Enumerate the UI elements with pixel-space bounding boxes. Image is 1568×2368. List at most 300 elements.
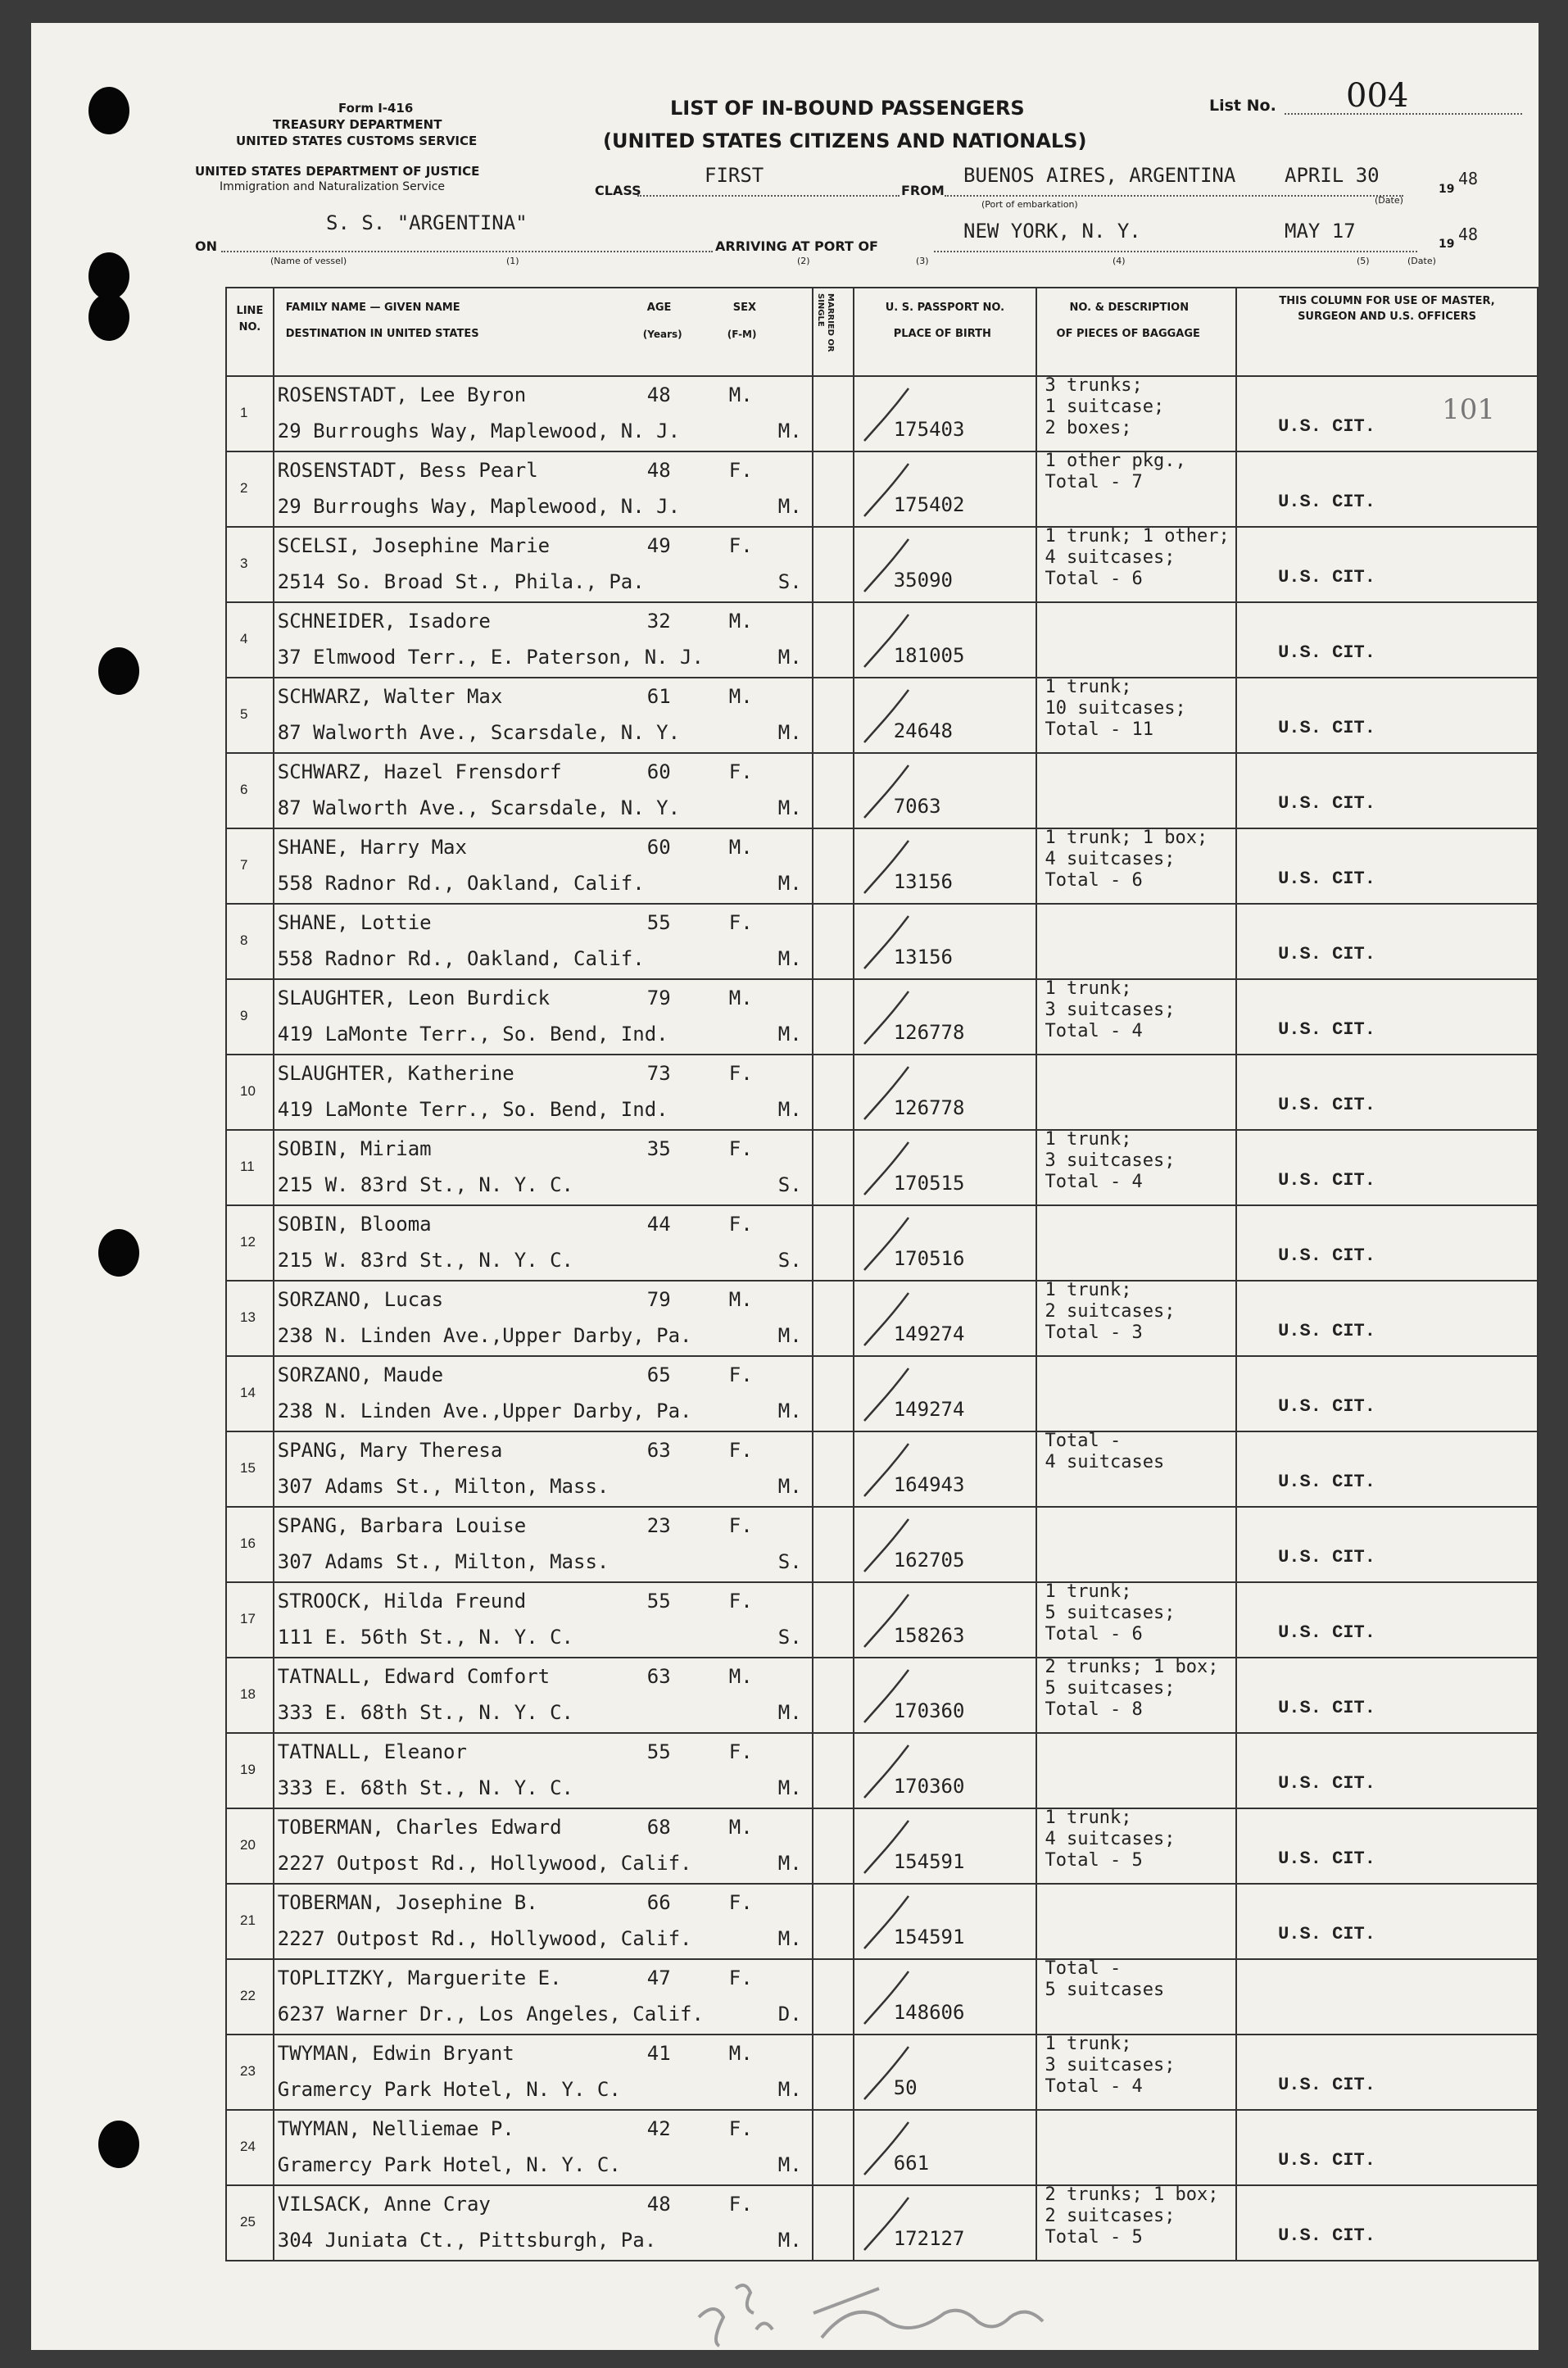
passenger-name: SCHWARZ, Hazel Frensdorf	[277, 760, 562, 783]
vessel-name: S. S. "ARGENTINA"	[326, 211, 528, 234]
list-subtitle: (UNITED STATES CITIZENS AND NATIONALS)	[603, 129, 1087, 152]
age: 79	[646, 1288, 671, 1311]
marital-status: M.	[777, 721, 802, 744]
line-number: 7	[240, 857, 248, 873]
passenger-name: TOPLITZKY, Marguerite E.	[277, 1967, 562, 1989]
officer-mark: U.S. CIT.	[1278, 1849, 1375, 1869]
sex: F.	[728, 1590, 753, 1613]
sex: F.	[728, 1514, 753, 1537]
sex: F.	[728, 534, 753, 557]
baggage-line: 1 suitcase;	[1045, 397, 1165, 417]
baggage-line: 3 suitcases;	[1045, 2055, 1176, 2075]
table-row	[226, 1055, 1538, 1130]
passport-number: 175403	[893, 418, 965, 441]
age: 44	[646, 1213, 671, 1236]
marital-status: M.	[777, 2153, 802, 2176]
table-row	[226, 1356, 1538, 1431]
baggage-line: 1 trunk;	[1045, 1280, 1132, 1300]
officer-mark: U.S. CIT.	[1278, 944, 1375, 964]
baggage-line: Total -	[1045, 1431, 1122, 1451]
marital-status: M.	[777, 1701, 802, 1724]
baggage-line: Total - 4	[1045, 1021, 1143, 1041]
age: 55	[646, 1740, 671, 1763]
col-passport: U. S. PASSPORT NO. PLACE OF BIRTH	[854, 288, 1036, 376]
passenger-name: SHANE, Lottie	[277, 911, 432, 934]
age: 60	[646, 760, 671, 783]
baggage-line: Total - 4	[1045, 2076, 1143, 2097]
line-number: 12	[240, 1234, 256, 1250]
sex: F.	[728, 1740, 753, 1763]
passport-number: 175402	[893, 493, 965, 516]
destination: 558 Radnor Rd., Oakland, Calif.	[277, 947, 645, 970]
line-number: 20	[240, 1837, 256, 1853]
baggage-line: 1 trunk;	[1045, 2034, 1132, 2054]
age: 65	[646, 1363, 671, 1386]
marital-status: M.	[777, 1852, 802, 1875]
table-row	[226, 1733, 1538, 1808]
passenger-name: SCHWARZ, Walter Max	[277, 685, 503, 708]
officer-mark: U.S. CIT.	[1278, 642, 1375, 663]
destination: 2227 Outpost Rd., Hollywood, Calif.	[277, 1927, 692, 1950]
baggage-line: 10 suitcases;	[1045, 698, 1186, 719]
line-number: 25	[240, 2214, 256, 2230]
sex: M.	[728, 2042, 753, 2065]
table-row	[226, 1959, 1538, 2035]
destination: 215 W. 83rd St., N. Y. C.	[277, 1173, 573, 1196]
age: 60	[646, 836, 671, 859]
destination: 238 N. Linden Ave.,Upper Darby, Pa.	[277, 1399, 692, 1422]
baggage-line: 1 trunk;	[1045, 677, 1132, 697]
passport-number: 126778	[893, 1096, 965, 1119]
sex: F.	[728, 911, 753, 934]
arriving-port: NEW YORK, N. Y.	[963, 220, 1141, 243]
line-number: 8	[240, 932, 248, 948]
passenger-name: VILSACK, Anne Cray	[277, 2193, 491, 2216]
marital-status: M.	[777, 1324, 802, 1347]
line-number: 19	[240, 1762, 256, 1777]
officer-mark: U.S. CIT.	[1278, 718, 1375, 738]
marital-status: M.	[777, 2229, 802, 2252]
officer-mark: U.S. CIT.	[1278, 1924, 1375, 1944]
age: 41	[646, 2042, 671, 2065]
baggage-line: 4 suitcases;	[1045, 547, 1176, 568]
baggage-line: 1 trunk;	[1045, 978, 1132, 999]
table-row	[226, 904, 1538, 979]
table-row	[226, 1658, 1538, 1733]
age: 55	[646, 1590, 671, 1613]
punch-hole	[98, 2121, 139, 2168]
marital-status: M.	[777, 646, 802, 669]
destination: 6237 Warner Dr., Los Angeles, Calif.	[277, 2003, 704, 2026]
table-row	[226, 1205, 1538, 1281]
officer-mark: U.S. CIT.	[1278, 416, 1375, 437]
list-title: LIST OF IN-BOUND PASSENGERS	[670, 97, 1025, 120]
department: TREASURY DEPARTMENT	[273, 117, 442, 132]
passport-number: 172127	[893, 2227, 965, 2250]
destination: 87 Walworth Ave., Scarsdale, N. Y.	[277, 796, 681, 819]
sex: F.	[728, 1967, 753, 1989]
officer-mark: U.S. CIT.	[1278, 1472, 1375, 1492]
baggage-line: 1 trunk;	[1045, 1581, 1132, 1602]
officer-mark: U.S. CIT.	[1278, 2150, 1375, 2171]
destination: 87 Walworth Ave., Scarsdale, N. Y.	[277, 721, 681, 744]
table-row	[226, 1808, 1538, 1884]
line-number: 18	[240, 1686, 256, 1702]
officer-mark: U.S. CIT.	[1278, 2075, 1375, 2095]
table-row	[226, 1582, 1538, 1658]
officer-mark: U.S. CIT.	[1278, 1245, 1375, 1266]
punch-hole	[98, 647, 139, 695]
baggage-line: 5 suitcases;	[1045, 1603, 1176, 1623]
age: 55	[646, 911, 671, 934]
passenger-name: SORZANO, Maude	[277, 1363, 444, 1386]
marital-status: M.	[777, 1399, 802, 1422]
marital-status: M.	[777, 947, 802, 970]
destination: 238 N. Linden Ave.,Upper Darby, Pa.	[277, 1324, 692, 1347]
passenger-name: TWYMAN, Nelliemae P.	[277, 2117, 514, 2140]
officer-mark: U.S. CIT.	[1278, 1321, 1375, 1341]
sex: M.	[728, 1288, 753, 1311]
col-name: FAMILY NAME — GIVEN NAME DESTINATION IN UNITED STATES AGE (Years) SEX (F-M)	[274, 288, 813, 376]
baggage-line: 3 suitcases;	[1045, 1000, 1176, 1020]
baggage-line: 2 trunks; 1 box;	[1045, 1657, 1219, 1677]
passport-number: 164943	[893, 1473, 965, 1496]
destination: 333 E. 68th St., N. Y. C.	[277, 1701, 573, 1724]
officer-mark: U.S. CIT.	[1278, 1773, 1375, 1794]
sex: M.	[728, 1665, 753, 1688]
line-number: 22	[240, 1988, 256, 2003]
baggage-line: Total - 11	[1045, 719, 1153, 740]
destination: 307 Adams St., Milton, Mass.	[277, 1550, 610, 1573]
table-row	[226, 979, 1538, 1055]
col-baggage: NO. & DESCRIPTION OF PIECES OF BAGGAGE	[1036, 288, 1237, 376]
marital-status: M.	[777, 872, 802, 895]
passport-number: 149274	[893, 1322, 965, 1345]
from-label: FROM	[901, 183, 945, 198]
baggage-line: 3 suitcases;	[1045, 1150, 1176, 1171]
baggage-line: Total - 8	[1045, 1699, 1143, 1720]
age: 42	[646, 2117, 671, 2140]
officer-mark: U.S. CIT.	[1278, 1698, 1375, 1718]
passenger-name: SORZANO, Lucas	[277, 1288, 444, 1311]
table-row	[226, 678, 1538, 753]
passport-number: 154591	[893, 1850, 965, 1873]
class-value: FIRST	[705, 164, 764, 187]
baggage-line: 2 suitcases;	[1045, 2206, 1176, 2226]
marital-status: M.	[777, 2078, 802, 2101]
line-number: 9	[240, 1008, 248, 1023]
passenger-name: SPANG, Barbara Louise	[277, 1514, 527, 1537]
customs-service: UNITED STATES CUSTOMS SERVICE	[236, 134, 478, 148]
baggage-line: 4 suitcases;	[1045, 1829, 1176, 1849]
officer-mark: U.S. CIT.	[1278, 1095, 1375, 1115]
destination: 419 LaMonte Terr., So. Bend, Ind.	[277, 1023, 668, 1046]
list-no-label: List No.	[1209, 97, 1276, 115]
sex: M.	[728, 836, 753, 859]
sex: M.	[728, 987, 753, 1009]
sex: F.	[728, 760, 753, 783]
line-number: 4	[240, 631, 248, 646]
passport-number: 24648	[893, 719, 953, 742]
from-value: BUENOS AIRES, ARGENTINA	[963, 164, 1236, 187]
sex: M.	[728, 383, 753, 406]
list-number: 004	[1346, 77, 1409, 115]
officer-mark: U.S. CIT.	[1278, 1622, 1375, 1643]
form-number: Form I-416	[338, 101, 414, 116]
sex: F.	[728, 2193, 753, 2216]
table-row	[226, 1130, 1538, 1205]
sex: M.	[728, 610, 753, 633]
line-number: 14	[240, 1385, 256, 1400]
passenger-table	[225, 287, 1539, 2261]
baggage-line: 5 suitcases	[1045, 1980, 1165, 2000]
passport-number: 149274	[893, 1398, 965, 1421]
passenger-name: TATNALL, Edward Comfort	[277, 1665, 551, 1688]
destination: 37 Elmwood Terr., E. Paterson, N. J.	[277, 646, 704, 669]
class-label: CLASS	[595, 183, 641, 198]
baggage-line: 2 trunks; 1 box;	[1045, 2184, 1219, 2205]
age: 68	[646, 1816, 671, 1839]
officer-mark: U.S. CIT.	[1278, 567, 1375, 587]
age: 48	[646, 2193, 671, 2216]
destination: 304 Juniata Ct., Pittsburgh, Pa.	[277, 2229, 657, 2252]
baggage-line: 1 trunk;	[1045, 1129, 1132, 1150]
age: 49	[646, 534, 671, 557]
baggage-line: 5 suitcases;	[1045, 1678, 1176, 1699]
passport-number: 35090	[893, 569, 953, 592]
marital-status: S.	[777, 1249, 802, 1272]
line-number: 23	[240, 2063, 256, 2079]
passenger-name: TWYMAN, Edwin Bryant	[277, 2042, 514, 2065]
passenger-name: TOBERMAN, Charles Edward	[277, 1816, 562, 1839]
passport-number: 154591	[893, 1926, 965, 1948]
age: 63	[646, 1665, 671, 1688]
baggage-line: Total - 7	[1045, 472, 1143, 492]
table-row	[226, 828, 1538, 904]
table-row	[226, 1281, 1538, 1356]
line-number: 2	[240, 480, 248, 496]
table-header	[226, 288, 1538, 376]
marital-status: M.	[777, 495, 802, 518]
age: 48	[646, 459, 671, 482]
passenger-name: SPANG, Mary Theresa	[277, 1439, 503, 1462]
passenger-name: SCELSI, Josephine Marie	[277, 534, 551, 557]
sex: F.	[728, 2117, 753, 2140]
officer-mark: U.S. CIT.	[1278, 2225, 1375, 2246]
marital-status: M.	[777, 1776, 802, 1799]
passenger-name: TATNALL, Eleanor	[277, 1740, 467, 1763]
destination: Gramercy Park Hotel, N. Y. C.	[277, 2078, 621, 2101]
manifest-sheet: Form I-416 TREASURY DEPARTMENT UNITED STATES CUSTOMS SERVICE UNITED STATES DEPARTMENT OF JUSTICE Immigration and Naturalization Service LIST OF IN-BOUND PASSENGERS (UNITED STATES CITIZENS AND NATIONALS) List No. 004 CLASS FIRST FROM BUENOS AIRES, ARGENTINA APRIL 30 19 48 (Port of embarkation) (Date) S. S. "ARGENTINA" ON ARRIVING AT PORT OF NEW YORK, N. Y. MAY 17 19 48 (Name of vessel) (1) (2) (3) (4) (5) (Date) LINE NO. FAMILY NAME — GIVEN NAME DESTINATION IN UNITED STATES AGE (Years) SEX (F-M) MARRIED OR SINGLE U. S. PASSPORT NO. PLACE OF BIRTH NO. & DESCRIPTION OF PIECES OF BAGGAGE THIS COLUMN FOR USE OF MASTER, SURGEON AND U.S. OFFICERS 1 ROSENSTADT, Lee Byron 29 Burroughs Way, Maplewood, N. J. 48 M. M. 175403 3 trunks; 1 suitcase; 2 boxes; U.S. CIT. 101 2 ROSENSTADT, Bess Pearl 29 Burroughs Way, Maplewood, N. J. 48 F. M. 175402 1 other pkg., Total - 7 U.S. CIT. 3 SCELSI, Josephine Marie 2514 So. Broad St., Phila., Pa. 49 F. S. 35090 1 trunk; 1 other; 4 suitcases; Total - 6 U.S. CIT. 4 SCHNEIDER, Isadore 37 Elmwood Terr., E. Paterson, N. J. 32 M. M. 181005 U.S. CIT. 5 SCHWARZ, Walter Max 87 Walworth Ave., Scarsdale, N. Y. 61 M. M. 24648 1 trunk; 10 suitcases; Total - 11 U.S. CIT. 6 SCHWARZ, Hazel Frensdorf 87 Walworth Ave., Scarsdale, N. Y. 60 F. M. 7063 U.S. CIT. 7 SHANE, Harry Max 558 Radnor Rd., Oakland, Calif. 60 M. M. 13156 1 trunk; 1 box; 4 suitcases; Total - 6 U.S. CIT. 8 SHANE, Lottie 558 Radnor Rd., Oakland, Calif. 55 F. M. 13156 U.S. CIT. 9 SLAUGHTER, Leon Burdick 419 LaMonte Terr., So. Bend, Ind. 79 M. M. 126778 1 trunk; 3 suitcases; Total - 4 U.S. CIT. 10 SLAUGHTER, Katherine 419 LaMonte Terr., So. Bend, Ind. 73 F. M. 126778 U.S. CIT. 11 SOBIN, Miriam 215 W. 83rd St., N. Y. C. 35 F. S. 170515 1 trunk; 3 suitcases; Total - 4 U.S. CIT. 12 SOBIN, Blooma 215 W. 83rd St., N. Y. C. 44 F. S. 170516 U.S. CIT. 13 SORZANO, Lucas 238 N. Linden Ave.,Upper Darby, Pa. 79 M. M. 149274 1 trunk; 2 suitcases; Total - 3 U.S. CIT. 14 SORZANO, Maude 238 N. Linden Ave.,Upper Darby, Pa. 65 F. M. 149274 U.S. CIT. 15 SPANG, Mary Theresa 307 Adams St., Milton, Mass. 63 F. M. 164943 Total - 4 suitcases U.S. CIT. 16 SPANG, Barbara Louise 307 Adams St., Milton, Mass. 23 F. S. 162705 U.S. CIT. 17 STROOCK, Hilda Freund 111 E. 56th St., N. Y. C. 55 F. S. 158263 1 trunk; 5 suitcases; Total - 6 U.S. CIT. 18 TATNALL, Edward Comfort 333 E. 68th St., N. Y. C. 63 M. M. 170360 2 trunks; 1 box; 5 suitcases; Total - 8 U.S. CIT. 19 TATNALL, Eleanor 333 E. 68th St., N. Y. C. 55 F. M. 170360 U.S. CIT. 20 TOBERMAN, Charles Edward 2227 Outpost Rd., Hollywood, Calif. 68 M. M. 154591 1 trunk; 4 suitcases; Total - 5 U.S. CIT. 21 TOBERMAN, Josephine B. 2227 Outpost Rd., Hollywood, Calif. 66 F. M. 154591 U.S. CIT. 22 TOPLITZKY, Marguerite E. 6237 Warner Dr., Los Angeles, Calif. 47 F. D. 148606 Total - 5 suitcases 23 TWYMAN, Edwin Bryant Gramercy Park Hotel, N. Y. C. 41 M. M. 50 1 trunk; 3 suitcases; Total - 4 U.S. CIT. 24 TWYMAN, Nelliemae P. Gramercy Park Hotel, N. Y. C. 42 F. M. 661 U.S. CIT. 25 VILSACK, Anne Cray 304 Juniata Ct., Pittsburgh, Pa. 48 F. M. 172127 2 trunks; 1 box; 2 suitcases; Total - 5 U.S. CIT.	[31, 23, 1539, 2350]
sex: F.	[728, 459, 753, 482]
baggage-line: Total - 6	[1045, 569, 1143, 589]
officer-mark: U.S. CIT.	[1278, 1170, 1375, 1191]
age: 47	[646, 1967, 671, 1989]
table-row	[226, 1431, 1538, 1507]
line-number: 10	[240, 1083, 256, 1099]
officer-mark: U.S. CIT.	[1278, 1019, 1375, 1040]
sex: F.	[728, 1137, 753, 1160]
punch-hole	[88, 293, 129, 341]
age: 79	[646, 987, 671, 1009]
punch-hole	[98, 1229, 139, 1277]
passport-number: 148606	[893, 2001, 965, 2024]
baggage-line: 1 trunk; 1 other;	[1045, 526, 1230, 547]
baggage-line: Total - 5	[1045, 2227, 1143, 2248]
destination: 29 Burroughs Way, Maplewood, N. J.	[277, 495, 681, 518]
marital-status: D.	[777, 2003, 802, 2026]
passenger-name: ROSENSTADT, Lee Byron	[277, 383, 527, 406]
baggage-line: Total - 6	[1045, 1624, 1143, 1644]
age: 48	[646, 383, 671, 406]
line-number: 6	[240, 782, 248, 797]
destination: 29 Burroughs Way, Maplewood, N. J.	[277, 420, 681, 442]
passenger-name: STROOCK, Hilda Freund	[277, 1590, 527, 1613]
passport-number: 170516	[893, 1247, 965, 1270]
marital-status: S.	[777, 1626, 802, 1649]
officer-mark: U.S. CIT.	[1278, 1396, 1375, 1417]
officer-mark: U.S. CIT.	[1278, 492, 1375, 512]
marital-status: S.	[777, 570, 802, 593]
table-row	[226, 376, 1538, 451]
passport-number: 50	[893, 2076, 918, 2099]
sex: M.	[728, 685, 753, 708]
line-number: 13	[240, 1309, 256, 1325]
baggage-line: 1 trunk;	[1045, 1808, 1132, 1828]
line-number: 17	[240, 1611, 256, 1626]
table-row	[226, 1884, 1538, 1959]
age: 73	[646, 1062, 671, 1085]
age: 23	[646, 1514, 671, 1537]
marital-status: S.	[777, 1550, 802, 1573]
passenger-name: SLAUGHTER, Katherine	[277, 1062, 514, 1085]
passport-number: 170360	[893, 1775, 965, 1798]
col-married: MARRIED OR SINGLE	[813, 288, 854, 376]
table-row	[226, 2035, 1538, 2110]
baggage-line: Total - 4	[1045, 1172, 1143, 1192]
destination: 2227 Outpost Rd., Hollywood, Calif.	[277, 1852, 692, 1875]
arrive-date: MAY 17	[1285, 220, 1356, 243]
baggage-line: Total - 3	[1045, 1322, 1143, 1343]
table-row	[226, 602, 1538, 678]
ins: Immigration and Naturalization Service	[220, 180, 446, 193]
passport-number: 162705	[893, 1549, 965, 1572]
marital-status: M.	[777, 1098, 802, 1121]
passport-number: 661	[893, 2152, 930, 2175]
sex: M.	[728, 1816, 753, 1839]
col-officers: THIS COLUMN FOR USE OF MASTER, SURGEON AND U.S. OFFICERS	[1236, 288, 1538, 376]
age: 63	[646, 1439, 671, 1462]
sex: F.	[728, 1891, 753, 1914]
sex: F.	[728, 1213, 753, 1236]
line-number: 24	[240, 2139, 256, 2154]
passenger-name: ROSENSTADT, Bess Pearl	[277, 459, 538, 482]
table-row	[226, 2110, 1538, 2185]
line-number: 11	[240, 1159, 255, 1174]
baggage-line: Total - 6	[1045, 870, 1143, 891]
marital-status: S.	[777, 1173, 802, 1196]
passport-number: 126778	[893, 1021, 965, 1044]
marital-status: M.	[777, 420, 802, 442]
baggage-line: 4 suitcases	[1045, 1452, 1165, 1472]
line-number: 15	[240, 1460, 256, 1476]
passenger-name: SCHNEIDER, Isadore	[277, 610, 491, 633]
baggage-line: Total - 5	[1045, 1850, 1143, 1871]
line-number: 16	[240, 1536, 256, 1551]
destination: 333 E. 68th St., N. Y. C.	[277, 1776, 573, 1799]
destination: 2514 So. Broad St., Phila., Pa.	[277, 570, 645, 593]
passport-number: 170360	[893, 1699, 965, 1722]
officer-mark: U.S. CIT.	[1278, 869, 1375, 889]
marital-status: M.	[777, 1023, 802, 1046]
on-label: ON	[195, 238, 217, 254]
table-row	[226, 527, 1538, 602]
passenger-name: SLAUGHTER, Leon Burdick	[277, 987, 551, 1009]
destination: 558 Radnor Rd., Oakland, Calif.	[277, 872, 645, 895]
from-date: APRIL 30	[1285, 164, 1380, 187]
destination: 307 Adams St., Milton, Mass.	[277, 1475, 610, 1498]
marital-status: M.	[777, 1475, 802, 1498]
baggage-line: 1 other pkg.,	[1045, 451, 1186, 471]
table-row	[226, 451, 1538, 527]
baggage-line: 2 suitcases;	[1045, 1301, 1176, 1322]
col-line: LINE NO.	[226, 288, 274, 376]
passenger-name: SOBIN, Blooma	[277, 1213, 432, 1236]
passport-number: 181005	[893, 644, 965, 667]
sex: F.	[728, 1439, 753, 1462]
punch-hole	[88, 87, 129, 134]
marital-status: M.	[777, 796, 802, 819]
age: 61	[646, 685, 671, 708]
destination: 111 E. 56th St., N. Y. C.	[277, 1626, 573, 1649]
table-row	[226, 1507, 1538, 1582]
passenger-name: SOBIN, Miriam	[277, 1137, 432, 1160]
baggage-line: Total -	[1045, 1958, 1122, 1979]
age: 35	[646, 1137, 671, 1160]
passenger-name: TOBERMAN, Josephine B.	[277, 1891, 538, 1914]
officer-mark: U.S. CIT.	[1278, 793, 1375, 814]
marital-status: M.	[777, 1927, 802, 1950]
passport-number: 7063	[893, 795, 941, 818]
passport-number: 13156	[893, 870, 953, 893]
passenger-name: SHANE, Harry Max	[277, 836, 467, 859]
destination: Gramercy Park Hotel, N. Y. C.	[277, 2153, 621, 2176]
baggage-line: 3 trunks;	[1045, 375, 1143, 396]
table-row	[226, 753, 1538, 828]
table-row	[226, 2185, 1538, 2261]
line-number: 1	[240, 405, 248, 420]
arriving-label: ARRIVING AT PORT OF	[715, 238, 878, 254]
passport-number: 158263	[893, 1624, 965, 1647]
line-number: 21	[240, 1912, 256, 1928]
destination: 215 W. 83rd St., N. Y. C.	[277, 1249, 573, 1272]
line-number: 5	[240, 706, 248, 722]
age: 32	[646, 610, 671, 633]
baggage-line: 1 trunk; 1 box;	[1045, 828, 1208, 848]
doj: UNITED STATES DEPARTMENT OF JUSTICE	[195, 164, 480, 179]
handwritten-number: 101	[1442, 393, 1496, 426]
passport-number: 13156	[893, 946, 953, 969]
baggage-line: 4 suitcases;	[1045, 849, 1176, 869]
officer-mark: U.S. CIT.	[1278, 1547, 1375, 1567]
sex: F.	[728, 1363, 753, 1386]
destination: 419 LaMonte Terr., So. Bend, Ind.	[277, 1098, 668, 1121]
baggage-line: 2 boxes;	[1045, 418, 1132, 438]
handwritten-signature	[691, 2272, 1117, 2354]
sex: F.	[728, 1062, 753, 1085]
age: 66	[646, 1891, 671, 1914]
passport-number: 170515	[893, 1172, 965, 1195]
